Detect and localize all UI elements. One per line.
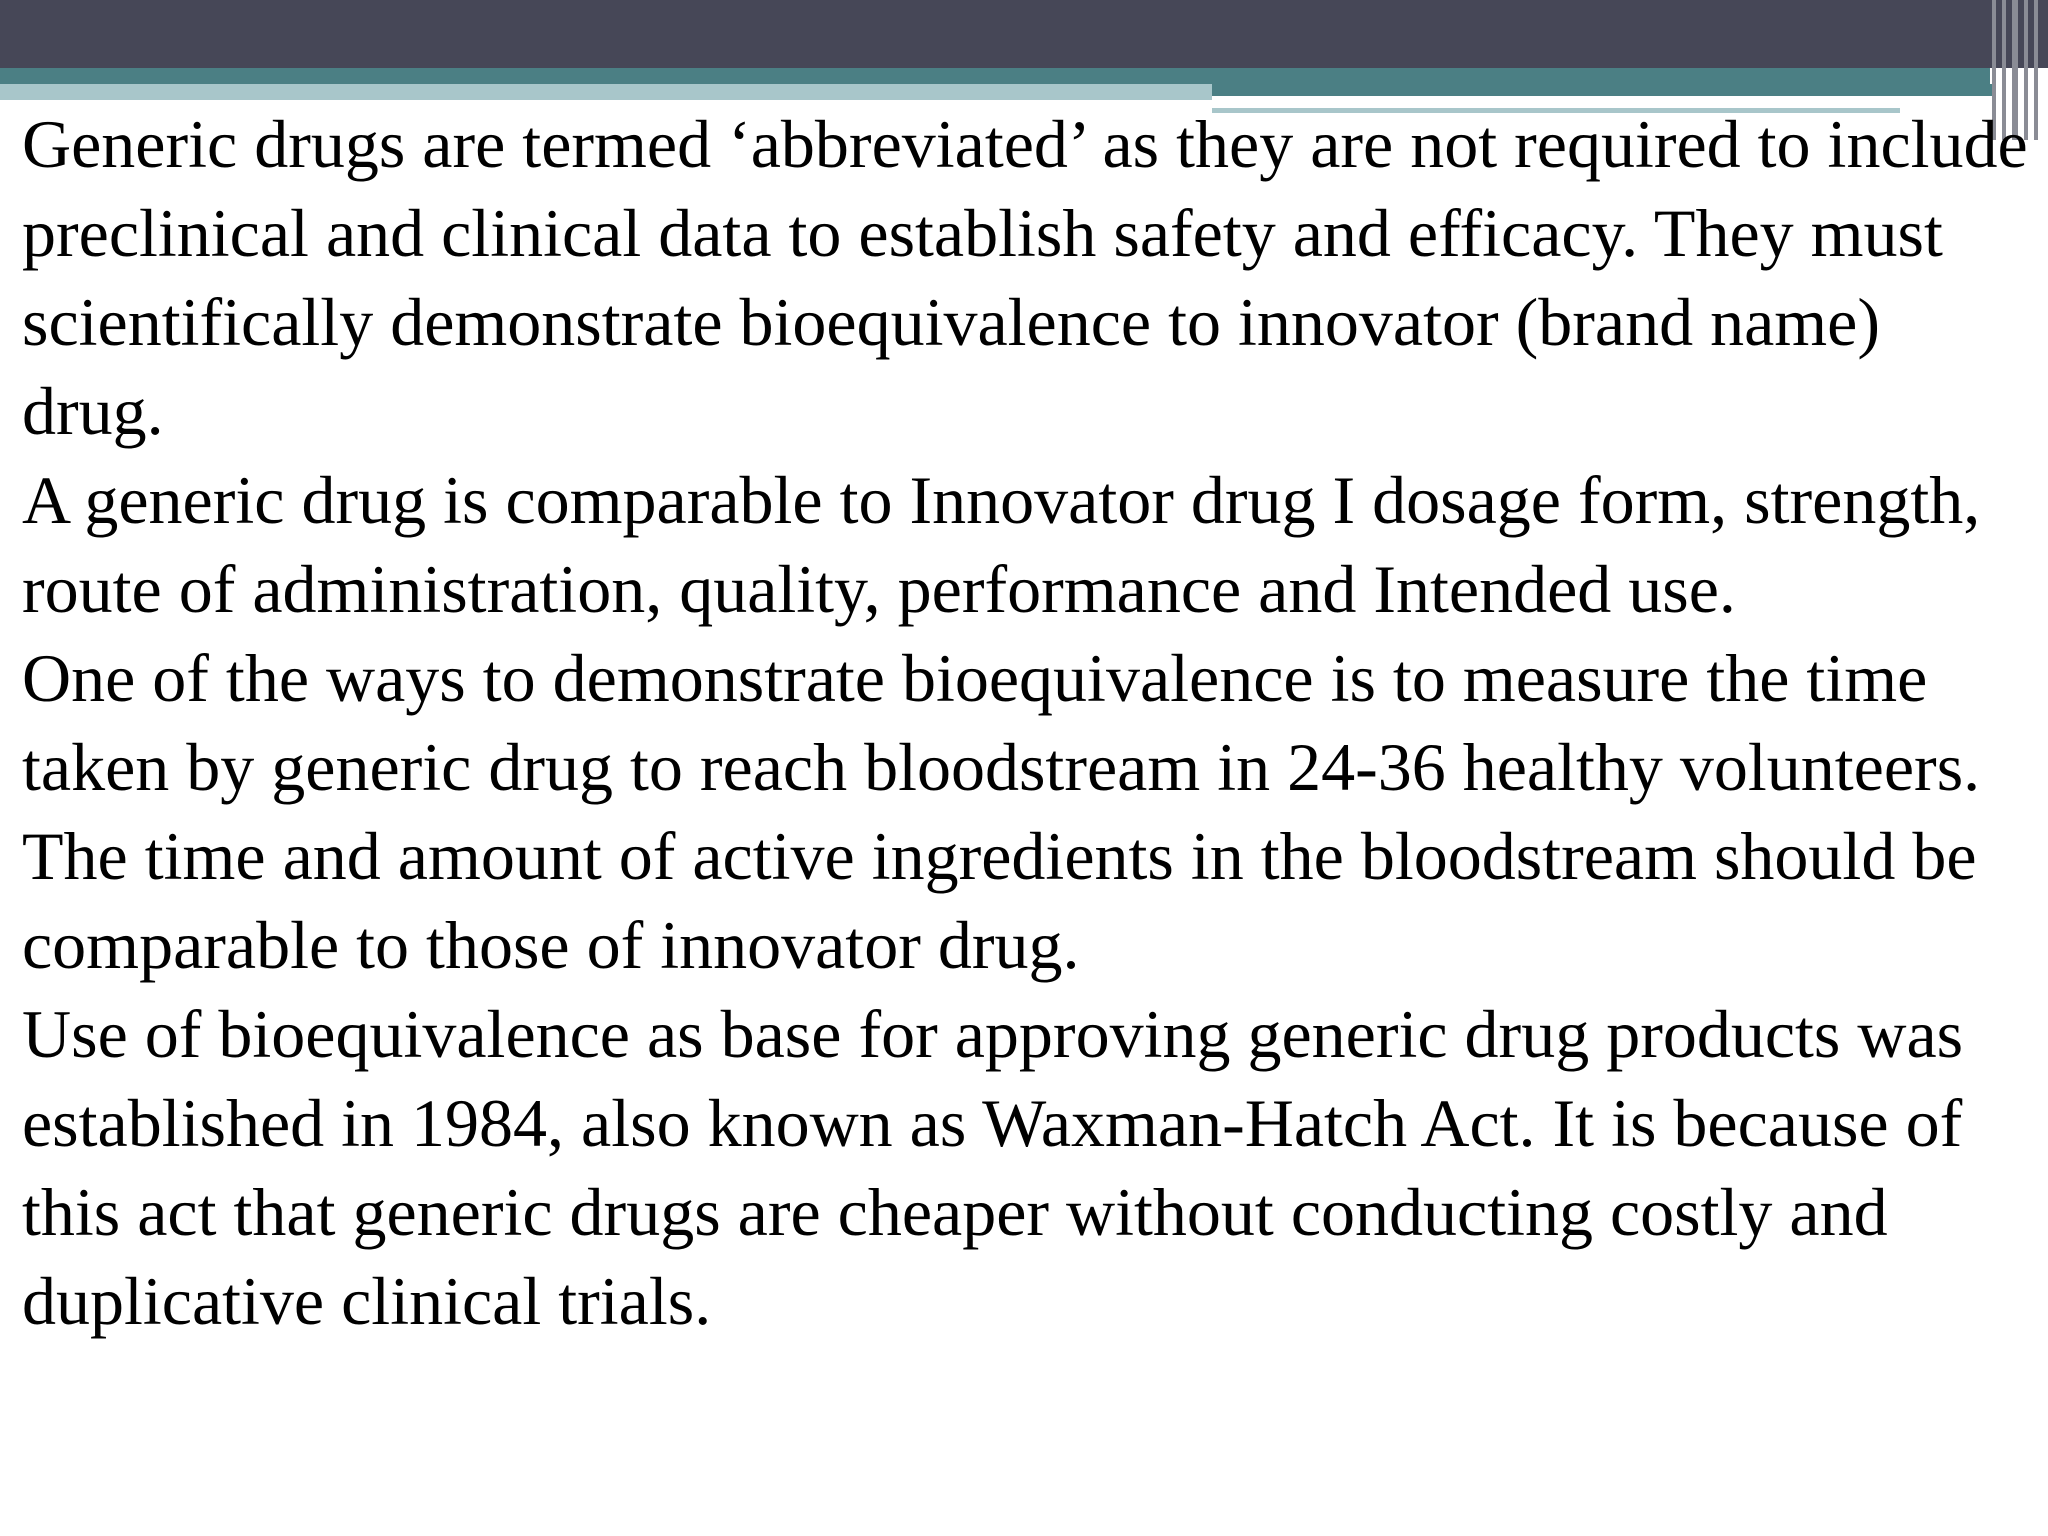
paragraph-demonstrate-bioequivalence: One of the ways to demonstrate bioequivalence is to measure the time taken by generic drug to reach bloodstream in 24-36 healthy volunteers. The time and amount of active ingredients in the bloodstream should be comparable to those of innovator drug. <box>22 640 1981 983</box>
paragraph-comparable: A generic drug is comparable to Innovator drug I dosage form, strength, route of administration, quality, performance and Intended use. <box>22 462 1981 627</box>
slide-body-text <box>22 100 2032 1346</box>
header-teal-strip-right <box>1212 84 1992 96</box>
paragraph-abbreviated: Generic drugs are termed ‘abbreviated’ as they are not required to include preclinical and clinical data to establish safety and efficacy. They must scientifically demonstrate bioequivalence to innovator (brand name) drug. <box>22 106 2028 449</box>
header-light-strip <box>0 84 1212 100</box>
paragraph-waxman-hatch: Use of bioequivalence as base for approving generic drug products was established in 1984, also known as Waxman-Hatch Act. It is because of this act that generic drugs are cheaper without conducting costly and duplicative clinical trials. <box>22 996 1964 1339</box>
header-band <box>0 0 2048 68</box>
header-teal-strip <box>0 68 1990 84</box>
